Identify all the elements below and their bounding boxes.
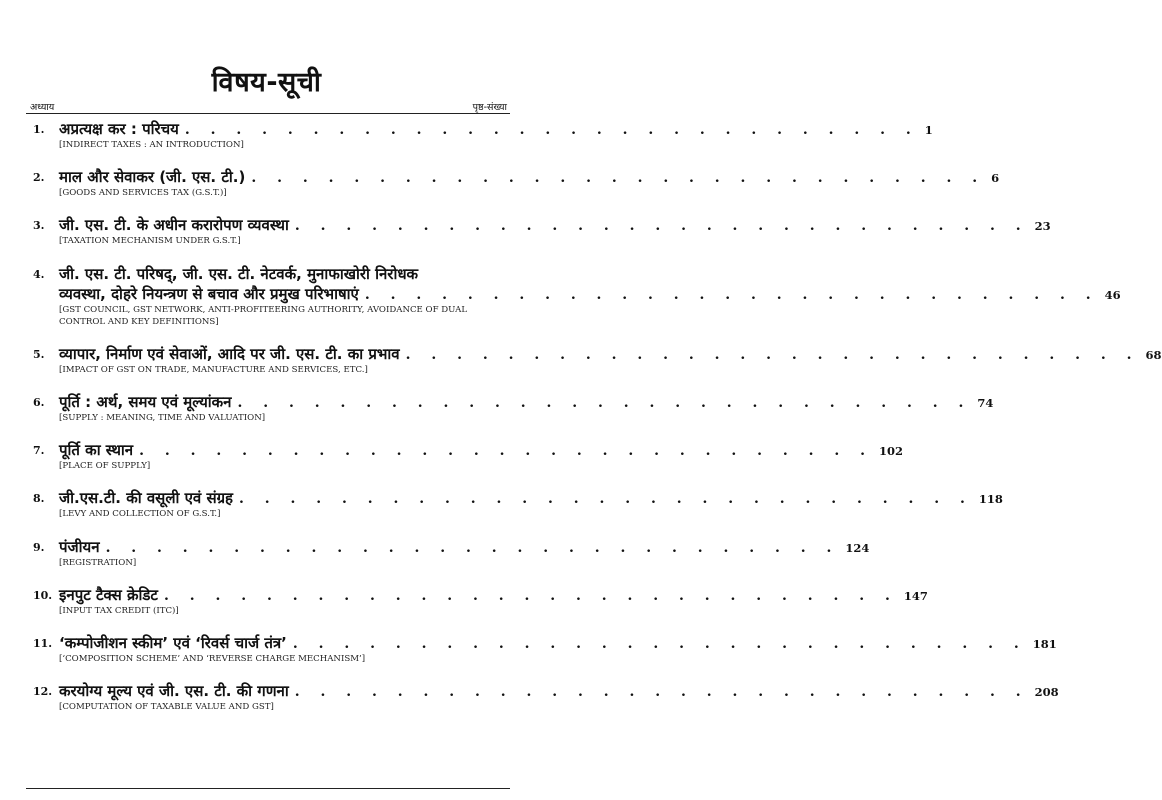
chapter-title-hindi: पूर्ति : अर्थ, समय एवं मूल्यांकन (59, 392, 232, 411)
chapter-number: 10. (33, 588, 53, 602)
contents-entry-11[interactable] (0, 633, 1057, 665)
leader-dots: . . . . . . . . . . . . . . . . . . . . . . . . . . . . . (405, 346, 1140, 363)
contents-entry-5[interactable] (0, 344, 1162, 376)
chapter-title-hindi: जी. एस. टी. के अधीन करारोपण व्यवस्था (59, 216, 289, 235)
leader-dots: . . . . . . . . . . . . . . . . . . . . . . . . . . . . . (364, 286, 1099, 303)
chapter-title-english: [INPUT TAX CREDIT (ITC)] (59, 605, 179, 616)
chapter-title-hindi: व्यवस्था, दोहरे नियन्त्रण से बचाव और प्रमुख परिभाषाएं (59, 284, 359, 303)
chapter-number: 11. (33, 636, 53, 650)
chapter-number: 3. (33, 219, 45, 233)
page-number: 1 (924, 123, 933, 137)
chapter-title-english: [GST COUNCIL, GST NETWORK, ANTI-PROFITEERING AUTHORITY, AVOIDANCE OF DUAL CONTROL AND KEY DEFINITIONS] (59, 304, 468, 327)
chapter-title-english: [PLACE OF SUPPLY] (59, 461, 151, 472)
chapter-title-english: [‘COMPOSITION SCHEME’ AND ‘REVERSE CHARGE MECHANISM’] (59, 653, 366, 664)
chapter-title-english: [GOODS AND SERVICES TAX (G.S.T.)] (59, 188, 227, 199)
bottom-divider (26, 788, 510, 789)
page-number-column-header: पृष्ठ-संख्या (472, 102, 507, 113)
contents-entry-12[interactable] (0, 681, 1059, 713)
chapter-title-hindi: इनपुट टैक्स क्रेडिट (59, 585, 158, 604)
chapter-number: 7. (33, 444, 45, 458)
page-number: 68 (1145, 347, 1162, 362)
page-number: 74 (977, 395, 994, 410)
leader-dots: . . . . . . . . . . . . . . . . . . . . . . . . . . . . . (294, 218, 1029, 235)
chapter-column-header: अध्याय (30, 102, 55, 113)
leader-dots: . . . . . . . . . . . . . . . . . . . . . . . . . . . . . (251, 170, 986, 187)
chapter-title-english: [LEVY AND COLLECTION OF G.S.T.] (59, 509, 221, 520)
contents-entry-8[interactable] (0, 488, 1003, 520)
page-number: 23 (1034, 219, 1051, 234)
chapter-title-english: [SUPPLY : MEANING, TIME AND VALUATION] (59, 412, 266, 423)
leader-dots: . . . . . . . . . . . . . . . . . . . . . . . . . . . . . (292, 635, 1027, 652)
contents-entry-1[interactable] (0, 119, 933, 151)
leader-dots: . . . . . . . . . . . . . . . . . . . . . . . . . . . . . (237, 394, 972, 411)
chapter-title-hindi: पूर्ति का स्थान (59, 441, 134, 460)
page-number: 147 (903, 588, 928, 603)
leader-dots: . . . . . . . . . . . . . . . . . . . . . . . . . . . . . (184, 122, 919, 138)
contents-entry-2[interactable] (0, 167, 1000, 199)
top-divider (26, 113, 510, 114)
chapter-title-english: [INDIRECT TAXES : AN INTRODUCTION] (59, 140, 244, 150)
chapter-title-hindi: जी.एस.टी. की वसूली एवं संग्रह (59, 489, 234, 508)
chapter-title-hindi: करयोग्य मूल्य एवं जी. एस. टी. की गणना (59, 682, 289, 701)
page-number: 118 (978, 492, 1003, 507)
chapter-title-hindi: व्यापार, निर्माण एवं सेवाओं, आदि पर जी. एस. टी. का प्रभाव (59, 344, 400, 363)
contents-entry-10[interactable] (0, 585, 928, 617)
chapter-number: 6. (33, 395, 45, 409)
page-number: 102 (878, 444, 903, 459)
page-title: विषय-सूची (211, 67, 322, 98)
contents-entry-7[interactable] (0, 440, 903, 472)
leader-dots: . . . . . . . . . . . . . . . . . . . . . . . . . . . . . (139, 443, 873, 460)
chapter-title-hindi-line1: जी. एस. टी. परिषद्, जी. एस. टी. नेटवर्क, मुनाफाखोरी निरोधक (59, 264, 419, 283)
page-number: 124 (845, 540, 870, 555)
chapter-title-hindi: अप्रत्यक्ष कर : परिचय (59, 120, 179, 138)
page-number: 6 (991, 171, 1000, 186)
leader-dots: . . . . . . . . . . . . . . . . . . . . . . . . . . . . . (164, 587, 898, 604)
contents-entry-9[interactable] (0, 537, 870, 569)
contents-list (0, 119, 1162, 729)
contents-entry-6[interactable] (0, 392, 994, 424)
chapter-number: 5. (33, 347, 45, 361)
chapter-number: 9. (33, 540, 45, 554)
leader-dots: . . . . . . . . . . . . . . . . . . . . . . . . . . . . . (239, 491, 973, 508)
chapter-number: 1. (33, 123, 45, 136)
leader-dots: . . . . . . . . . . . . . . . . . . . . . . . . . . . . . (105, 539, 840, 556)
chapter-title-hindi: ‘कम्पोजीशन स्कीम’ एवं ‘रिवर्स चार्ज तंत्र’ (59, 633, 287, 652)
chapter-number: 12. (33, 685, 53, 699)
chapter-title-hindi: पंजीयन (59, 537, 100, 556)
chapter-number: 8. (33, 492, 45, 506)
chapter-title-english: [TAXATION MECHANISM UNDER G.S.T.] (59, 236, 241, 247)
contents-entry-3[interactable] (0, 215, 1051, 247)
chapter-title-hindi: माल और सेवाकर (जी. एस. टी.) (59, 168, 246, 187)
contents-entry-4[interactable] (0, 264, 1121, 328)
page-number: 208 (1034, 685, 1059, 700)
chapter-number: 2. (33, 171, 45, 185)
chapter-title-english: [COMPUTATION OF TAXABLE VALUE AND GST] (59, 702, 274, 713)
chapter-number: 4. (33, 267, 45, 281)
page-number: 181 (1032, 636, 1057, 651)
page-number: 46 (1104, 287, 1121, 302)
chapter-title-english: [REGISTRATION] (59, 557, 137, 568)
chapter-title-english: [IMPACT OF GST ON TRADE, MANUFACTURE AND SERVICES, ETC.] (59, 364, 368, 375)
leader-dots: . . . . . . . . . . . . . . . . . . . . . . . . . . . . . (294, 684, 1029, 701)
